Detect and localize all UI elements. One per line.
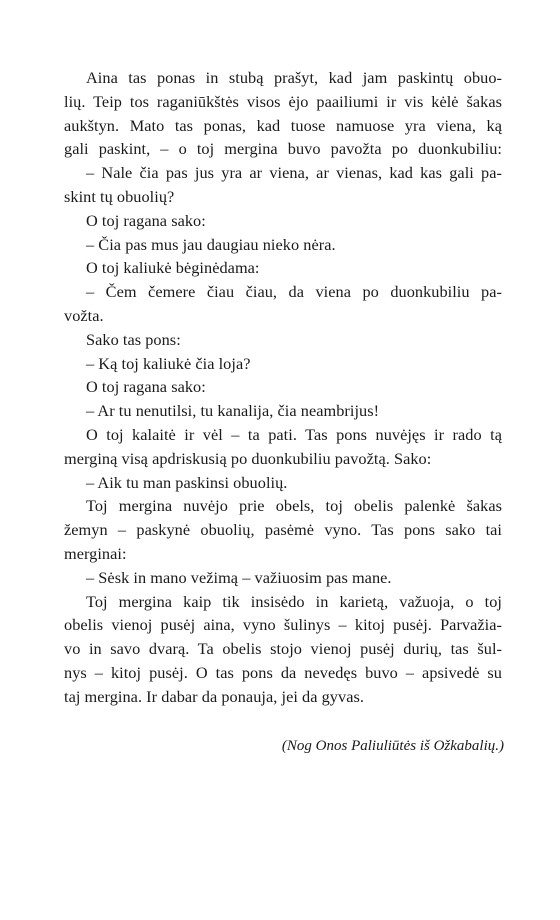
text-line: lių. Teip tos raganiūkštės visos ėjo paailiumi ir vis kėlė šakas — [64, 91, 502, 111]
text-line: Toj mergina nuvėjo prie obels, toj obelis palenkė šakas — [86, 496, 502, 516]
text-line: Aina tas ponas in stubą prašyt, kad jam paskintų obuo- — [86, 68, 502, 87]
text-line: aukštyn. Mato tas ponas, kad tuose namuose yra viena, ką — [64, 115, 502, 135]
text-line: – Sėsk in mano vežimą – važiuosim pas mane. — [86, 567, 392, 587]
text-line: merginai: — [64, 543, 127, 563]
text-line: O toj ragana sako: — [86, 377, 206, 397]
story-text — [64, 66, 502, 709]
text-line: – Aik tu man paskinsi obuolių. — [86, 472, 288, 492]
text-line: – Čia pas mus jau daugiau nieko nėra. — [86, 234, 336, 254]
text-line: obelis vienoj pusėj aina, vyno šulinys – kitoj pusėj. Parvažia- — [64, 615, 502, 635]
text-line: gali paskint, – o toj mergina buvo pavožta po duonkubiliu: — [64, 139, 502, 159]
text-line: taj mergina. Ir dabar da ponauja, jei da gyvas. — [64, 686, 364, 706]
source-attribution: (Nog Onos Paliuliūtės iš Ožkabalių.) — [281, 738, 504, 754]
text-line: skint tų obuolių? — [64, 186, 175, 206]
text-line: O toj ragana sako: — [86, 210, 206, 230]
text-line: vožta. — [64, 305, 104, 325]
text-line: – Nale čia pas jus yra ar viena, ar vienas, kad kas gali pa- — [86, 163, 502, 183]
text-line: O toj kalaitė ir vėl – ta pati. Tas pons nuvėjęs ir rado tą — [86, 424, 502, 444]
text-line: Sako tas pons: — [86, 329, 181, 349]
text-line: merginą visą apdriskusią po duonkubiliu pavožtą. Sako: — [64, 448, 432, 468]
text-line: – Čem čemere čiau čiau, da viena po duonkubiliu pa- — [86, 282, 502, 302]
text-line: – Ką toj kaliukė čia loja? — [86, 353, 251, 373]
text-line: Toj mergina kaip tik insisėdo in karietą, važuoja, o toj — [86, 591, 502, 611]
text-line: žemyn – paskynė obuolių, pasėmė vyno. Tas pons sako tai — [64, 520, 502, 540]
text-line: – Ar tu nenutilsi, tu kanalija, čia neambrijus! — [86, 401, 380, 421]
text-line: vo in savo dvarą. Ta obelis stojo vienoj pusėj durių, tas šul- — [64, 639, 502, 659]
text-line: nys – kitoj pusėj. O tas pons da nevedęs buvo – apsivedė su — [64, 662, 502, 682]
text-line: O toj kaliukė bėginėdama: — [86, 258, 260, 278]
